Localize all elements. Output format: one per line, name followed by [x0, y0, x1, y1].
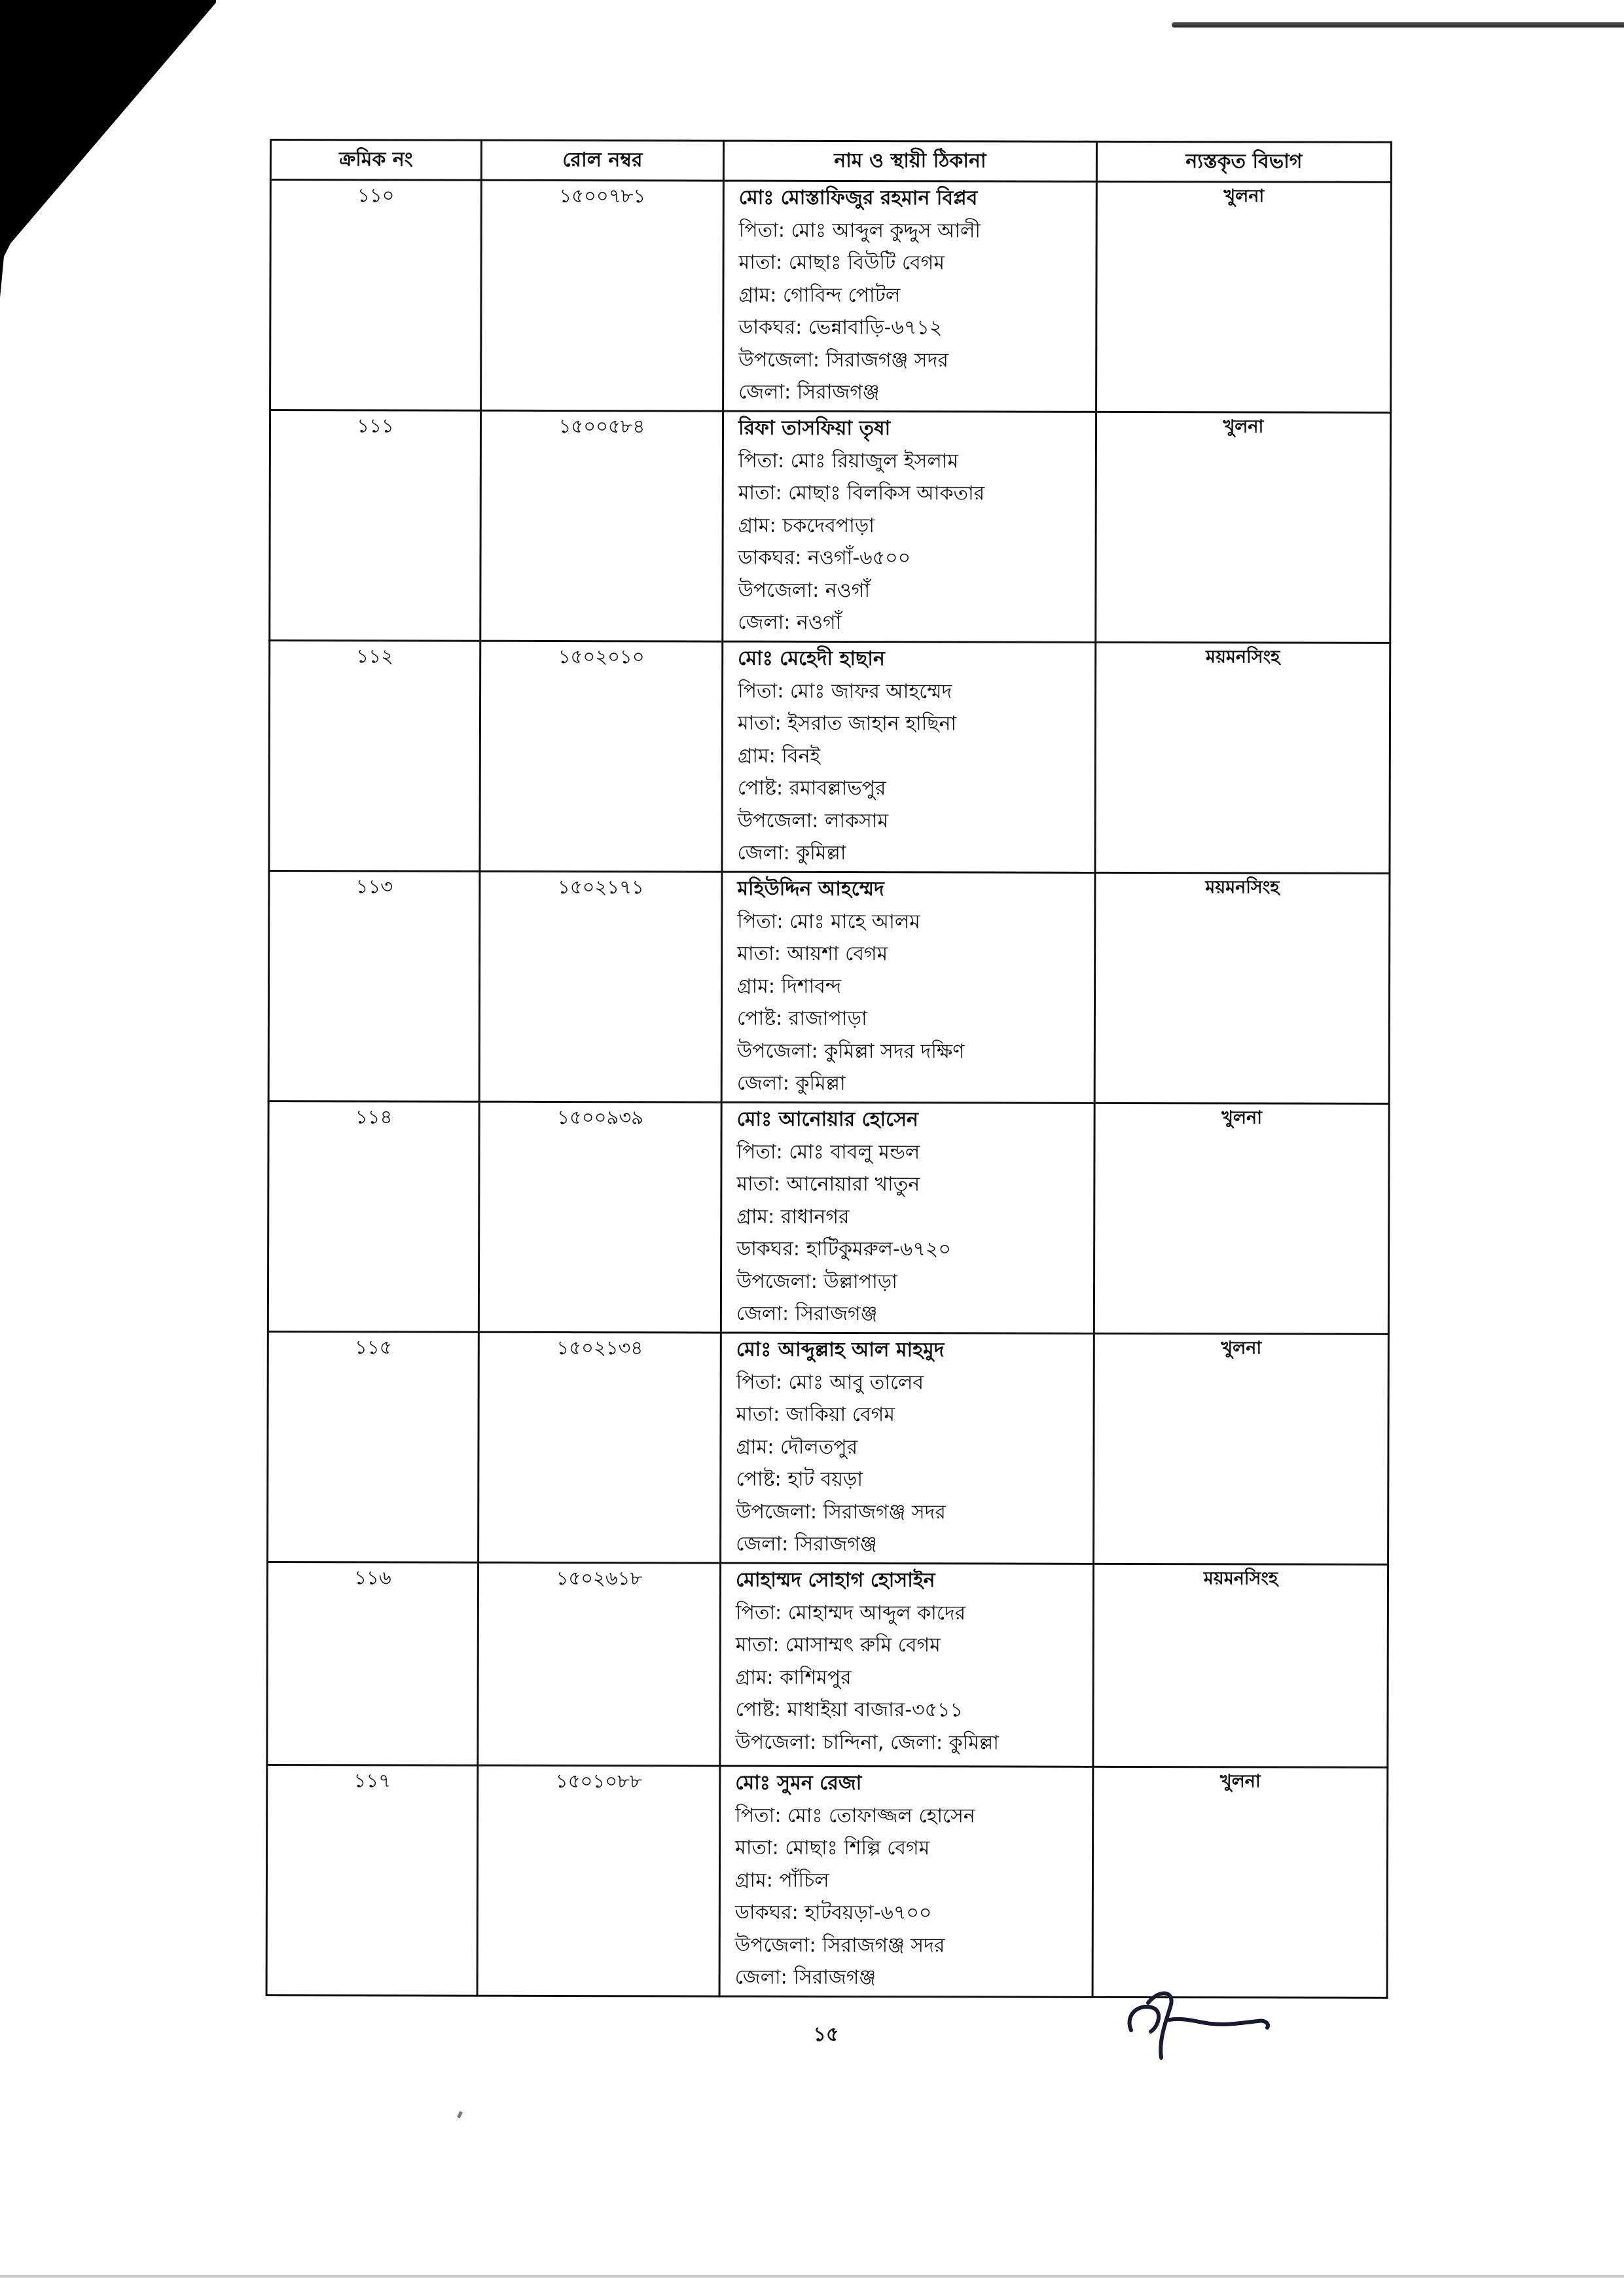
- address-line: জেলা: সিরাজগঞ্জ: [734, 1965, 876, 1990]
- address-line: মাতা: মোছাঃ বিউটি বেগম: [738, 251, 945, 275]
- scan-corner-shadow: [0, 0, 223, 301]
- serial-cell: ১১২: [269, 641, 480, 872]
- serial-cell: ১১১: [270, 410, 481, 641]
- address-line: ডাকঘর: হাটবয়ড়া-৬৭০০: [734, 1901, 932, 1925]
- person-name: মোহাম্মদ সোহাগ হোসাইন: [735, 1568, 935, 1592]
- department-cell: খুলনা: [1096, 412, 1391, 643]
- serial-cell: ১১৫: [268, 1331, 479, 1562]
- table-row: [268, 1331, 1389, 1564]
- address-line: ডাকঘর: হাটিকুমরুল-৬৭২০: [736, 1237, 951, 1261]
- person-name: মোঃ সুমন রেজা: [735, 1771, 862, 1795]
- address-line: গ্রাম: গোবিন্দ পোটল: [738, 283, 901, 307]
- table-row: [266, 1765, 1388, 1998]
- address-line: গ্রাম: কাশিমপুর: [735, 1666, 852, 1689]
- address-line: উপজেলা: সিরাজগঞ্জ সদর: [736, 1500, 946, 1524]
- address-line: উপজেলা: সিরাজগঞ্জ সদর: [734, 1933, 945, 1957]
- serial-cell: ১১৪: [268, 1101, 479, 1332]
- serial-cell: ১১৬: [267, 1562, 478, 1765]
- person-name: মোঃ আনোয়ার হোসেন: [736, 1107, 919, 1132]
- roll-cell: ১৫০২১৭১: [479, 871, 722, 1102]
- address-line: মাতা: আয়শা বেগম: [737, 942, 888, 966]
- person-name: মোঃ মেহেদী হাছান: [738, 647, 885, 671]
- department-cell: ময়মনসিংহ: [1093, 1564, 1388, 1767]
- address-line: গ্রাম: দিশাবন্দ: [737, 975, 842, 998]
- serial-cell: ১১০: [270, 180, 482, 411]
- address-line: পিতা: মোঃ জাফর আহম্মেদ: [738, 679, 952, 703]
- address-line: গ্রাম: বিনই: [737, 744, 821, 768]
- address-line: মাতা: আনোয়ারা খাতুন: [736, 1172, 920, 1196]
- address-line: উপজেলা: চান্দিনা, জেলা: কুমিল্লা: [735, 1731, 1000, 1755]
- address-line: জেলা: সিরাজগঞ্জ: [736, 1532, 877, 1556]
- table-row: [268, 1101, 1389, 1334]
- scan-speck: [457, 2111, 463, 2118]
- address-line: পিতা: মোঃ আব্দুল কুদ্দুস আলী: [738, 219, 981, 242]
- address-line: গ্রাম: পাঁচিল: [734, 1869, 829, 1892]
- department-cell: খুলনা: [1094, 1103, 1389, 1334]
- person-name: রিফা তাসফিয়া তৃষা: [738, 416, 891, 440]
- name-address-cell: [723, 411, 1096, 642]
- address-line: গ্রাম: চকদেবপাড়া: [738, 514, 875, 537]
- address-line: পিতা: মোহাম্মদ আব্দুল কাদের: [735, 1601, 966, 1624]
- address-line: জেলা: কুমিল্লা: [737, 841, 846, 865]
- roll-cell: ১৫০২১৩৪: [478, 1332, 721, 1563]
- table-row: [268, 871, 1390, 1104]
- records-table-wrapper: [266, 139, 1390, 1999]
- department-cell: ময়মনসিংহ: [1095, 642, 1390, 873]
- page-number: ১৫: [813, 2023, 839, 2046]
- address-line: উপজেলা: কুমিল্লা সদর দক্ষিণ: [736, 1039, 965, 1063]
- table-header-row: [270, 140, 1391, 183]
- header-serial: ক্রমিক নং: [270, 140, 481, 181]
- department-cell: ময়মনসিংহ: [1094, 872, 1390, 1103]
- person-name: মোঃ আব্দুল্লাহ আল মাহমুদ: [736, 1338, 945, 1362]
- address-line: পিতা: মোঃ রিয়াজুল ইসলাম: [738, 449, 959, 473]
- address-line: উপজেলা: নওগাঁ: [738, 579, 871, 602]
- address-line: উপজেলা: লাকসাম: [737, 809, 889, 833]
- serial-cell: ১১৭: [266, 1765, 478, 1996]
- department-cell: খুলনা: [1094, 1333, 1389, 1564]
- department-cell: খুলনা: [1092, 1767, 1388, 1998]
- address-line: মাতা: ইসরাত জাহান হাছিনা: [737, 711, 957, 736]
- roll-cell: ১৫০০৭৮১: [481, 180, 724, 411]
- records-table: [266, 139, 1392, 1999]
- address-line: জেলা: নওগাঁ: [738, 611, 842, 634]
- person-name: মহিউদ্দিন আহম্মেদ: [737, 877, 884, 901]
- table-row: [270, 410, 1391, 643]
- address-line: পিতা: মোঃ তোফাজ্জল হোসেন: [735, 1804, 975, 1827]
- address-line: মাতা: জাকিয়া বেগম: [736, 1403, 895, 1427]
- name-address-cell: [723, 181, 1097, 412]
- address-line: ডাকঘর: নওগাঁ-৬৫০০: [738, 546, 911, 570]
- table-row: [267, 1562, 1388, 1767]
- address-line: জেলা: সিরাজগঞ্জ: [736, 1302, 878, 1326]
- address-line: পিতা: মোঃ আবু তালেব: [736, 1371, 924, 1394]
- address-line: পোষ্ট: মাধাইয়া বাজার-৩৫১১: [735, 1698, 964, 1722]
- header-name-address: নাম ও স্থায়ী ঠিকানা: [723, 141, 1096, 181]
- address-line: উপজেলা: সিরাজগঞ্জ সদর: [738, 348, 948, 372]
- name-address-cell: [721, 872, 1095, 1103]
- address-line: পোষ্ট: রমাবল্লাভপুর: [737, 776, 886, 800]
- roll-cell: ১৫০২০১০: [480, 641, 723, 872]
- roll-cell: ১৫০২৬১৮: [478, 1562, 721, 1766]
- name-address-cell: [720, 1563, 1094, 1767]
- name-address-cell: [721, 1333, 1094, 1564]
- name-address-cell: [722, 641, 1096, 872]
- address-line: উপজেলা: উল্লাপাড়া: [736, 1270, 898, 1293]
- name-address-cell: [719, 1766, 1093, 1997]
- table-row: [269, 641, 1390, 874]
- roll-cell: ১৫০১০৮৮: [477, 1765, 720, 1996]
- header-department: ন্যস্তকৃত বিভাগ: [1096, 141, 1391, 182]
- serial-cell: ১১৩: [268, 871, 480, 1102]
- handwritten-signature: [1113, 1977, 1283, 2068]
- scan-bottom-edge: [0, 2275, 1624, 2278]
- person-name: মোঃ মোস্তাফিজুর রহমান বিপ্লব: [738, 186, 978, 210]
- address-line: মাতা: মোসাম্মৎ রুমি বেগম: [735, 1633, 941, 1657]
- department-cell: খুলনা: [1096, 181, 1392, 412]
- table-body: [266, 180, 1391, 1998]
- address-line: গ্রাম: দৌলতপুর: [736, 1435, 858, 1459]
- scan-edge-line: [1172, 22, 1624, 27]
- address-line: গ্রাম: রাধানগর: [736, 1205, 850, 1229]
- header-roll: রোল নম্বর: [481, 140, 723, 181]
- address-line: মাতা: মোছাঃ বিলকিস আকতার: [738, 481, 985, 505]
- address-line: পিতা: মোঃ বাবলু মন্ডল: [736, 1140, 920, 1164]
- address-line: ডাকঘর: ভেন্নাবাড়ি-৬৭১২: [738, 315, 943, 340]
- address-line: পিতা: মোঃ মাহে আলম: [737, 910, 920, 933]
- roll-cell: ১৫০০৯৩৯: [478, 1102, 721, 1333]
- address-line: মাতা: মোছাঃ শিল্পি বেগম: [735, 1836, 930, 1860]
- name-address-cell: [721, 1102, 1094, 1333]
- address-line: পোষ্ট: হাট বয়ড়া: [736, 1467, 863, 1492]
- roll-cell: ১৫০০৫৮৪: [480, 410, 723, 641]
- table-row: [270, 180, 1392, 413]
- address-line: জেলা: সিরাজগঞ্জ: [738, 380, 880, 404]
- address-line: জেলা: কুমিল্লা: [736, 1071, 846, 1095]
- address-line: পোষ্ট: রাজাপাড়া: [736, 1007, 867, 1031]
